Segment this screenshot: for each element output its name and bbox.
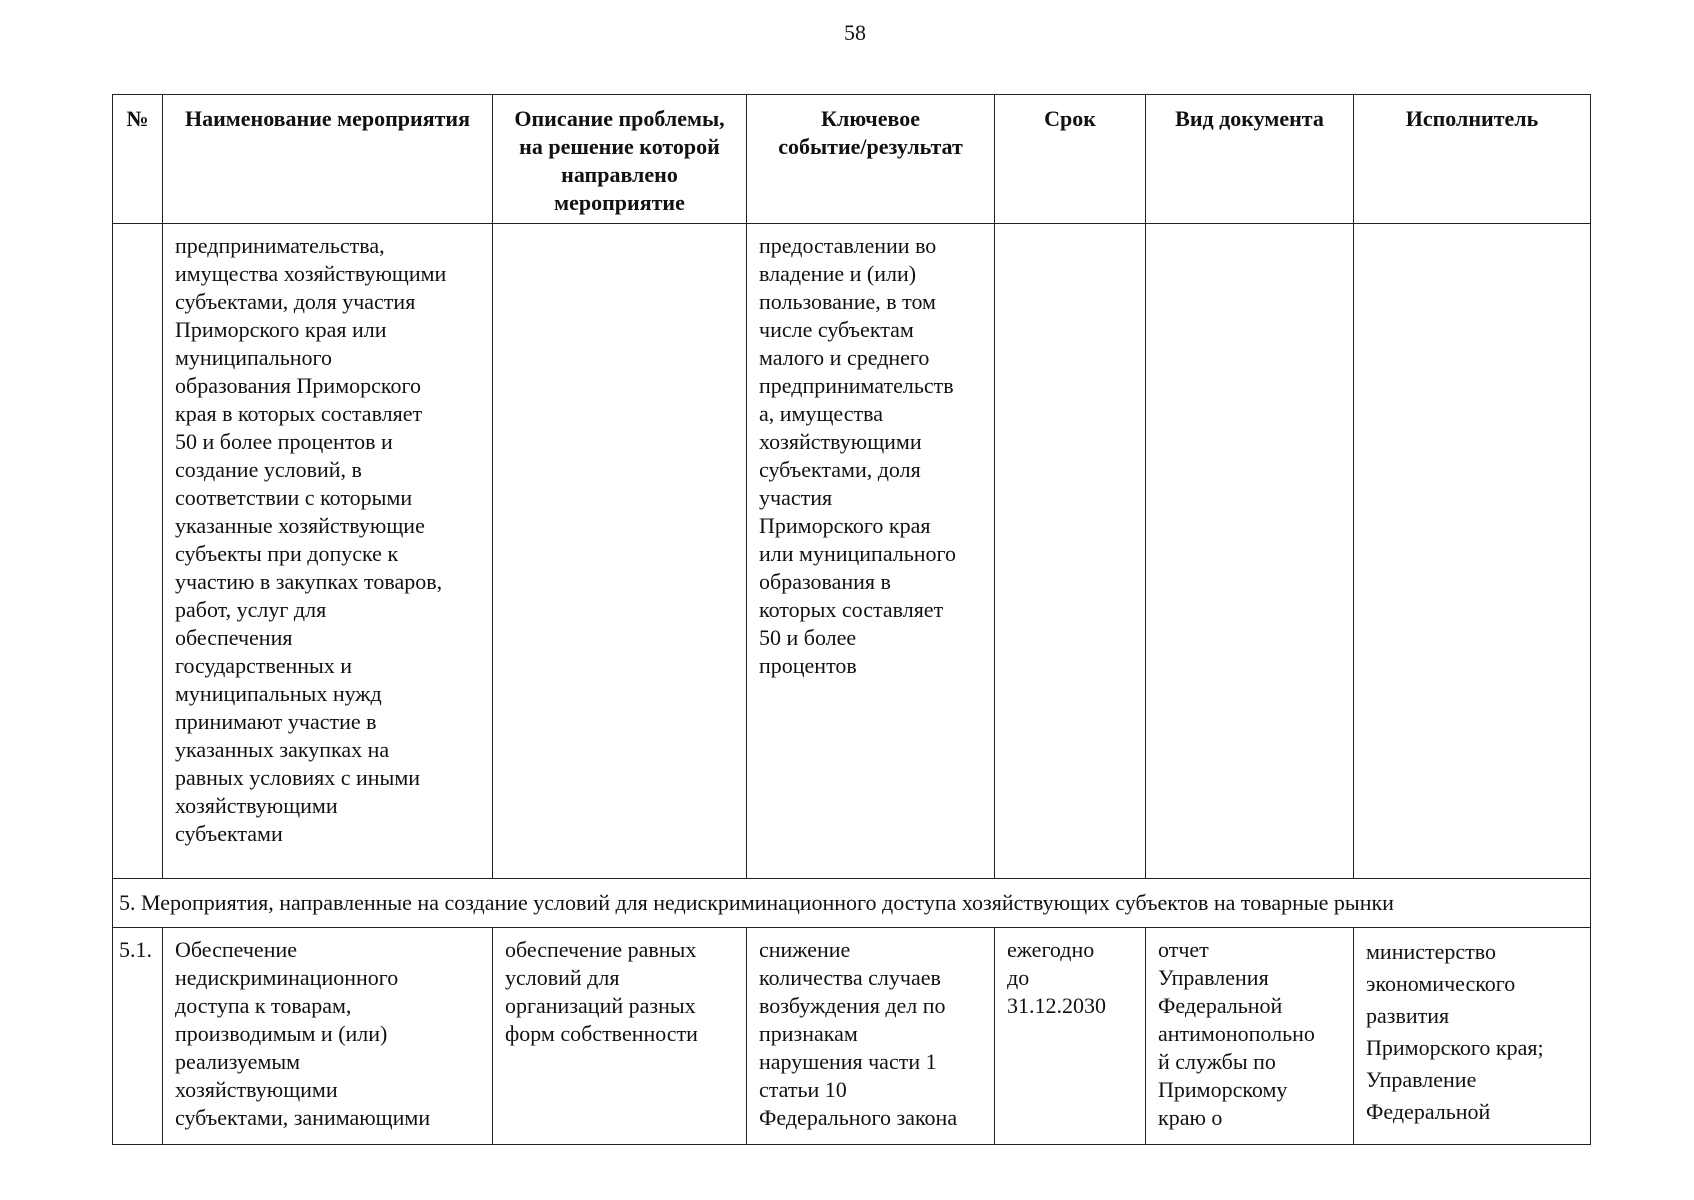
section-title: 5. Мероприятия, направленные на создание условий для недискриминационного доступа хозяйствующих субъектов на товарные рынки [113, 879, 1591, 928]
page-number: 58 [844, 20, 866, 45]
row-result: предоставлении во владение и (или) пользование, в том числе субъектам малого и среднего предпринимательств а, имущества хозяйствующими субъектами, доля участия Приморского края или муниципального образования в которых составляет 50 и более процентов [747, 224, 995, 879]
table-row [113, 224, 1591, 879]
item-problem: обеспечение равных условий для организаций разных форм собственности [493, 928, 747, 1145]
table-row [113, 928, 1591, 1145]
row-name: предпринимательства, имущества хозяйствующими субъектами, доля участия Приморского края или муниципального образования Приморского края в которых составляет 50 и более процентов и создание условий, в соответствии с которыми указанные хозяйствующие субъекты при допуске к участию в закупках товаров, работ, услуг для обеспечения государственных и муниципальных нужд принимают участие в указанных закупках на равных условиях с иными хозяйствующими субъектами [163, 224, 493, 879]
header-num: № [113, 95, 163, 224]
item-term: ежегодно до 31.12.2030 [995, 928, 1146, 1145]
item-num: 5.1. [113, 928, 163, 1145]
header-name: Наименование мероприятия [163, 95, 493, 224]
table-header-row [113, 95, 1591, 224]
header-result: Ключевое событие/результат [747, 95, 995, 224]
measures-table [112, 94, 1591, 1145]
header-term: Срок [995, 95, 1146, 224]
header-doc-type: Вид документа [1146, 95, 1354, 224]
item-doc-type: отчет Управления Федеральной антимонопольно й службы по Приморскому краю о [1146, 928, 1354, 1145]
row-num [113, 224, 163, 879]
row-doc-type [1146, 224, 1354, 879]
row-problem [493, 224, 747, 879]
row-executor [1354, 224, 1591, 879]
row-term [995, 224, 1146, 879]
item-name: Обеспечение недискриминационного доступа к товарам, производимым и (или) реализуемым хозяйствующими субъектами, занимающими [163, 928, 493, 1145]
item-executor: министерство экономического развития Приморского края; Управление Федеральной [1354, 928, 1591, 1145]
header-problem: Описание проблемы, на решение которой направлено мероприятие [493, 95, 747, 224]
item-result: снижение количества случаев возбуждения дел по признакам нарушения части 1 статьи 10 Федерального закона [747, 928, 995, 1145]
header-executor: Исполнитель [1354, 95, 1591, 224]
section-row [113, 879, 1591, 928]
